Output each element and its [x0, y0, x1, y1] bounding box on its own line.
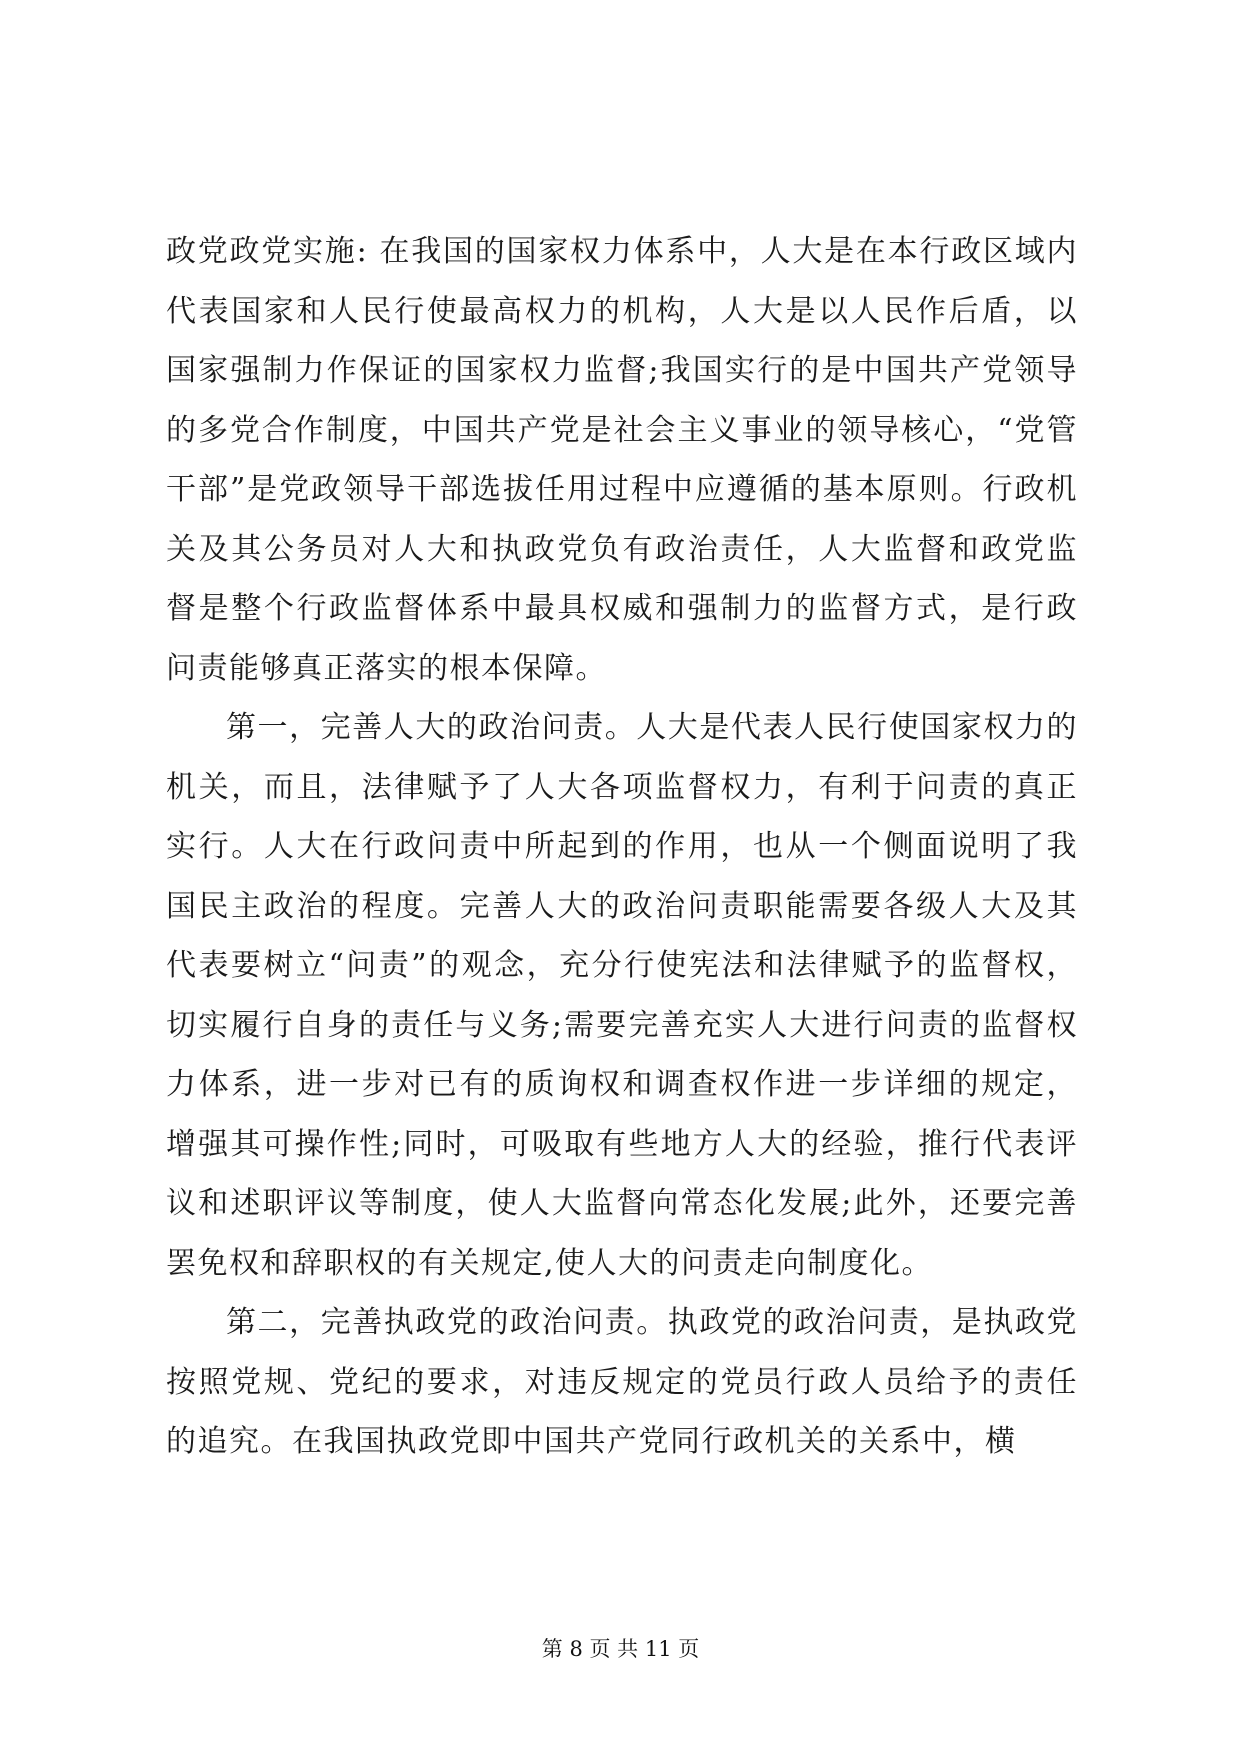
paragraph-3: 第二，完善执政党的政治问责。执政党的政治问责，是执政党按照党规、党纪的要求，对违反规定的党员行政人员给予的责任的追究。在我国执政党即中国共产党同行政机关的关系中，横 [166, 1305, 1078, 1459]
page-number-label: 第 8 页 共 11 页 [541, 1637, 700, 1661]
page-footer [0, 1636, 1241, 1662]
paragraph-2: 第一，完善人大的政治问责。人大是代表人民行使国家权力的机关，而且，法律赋予了人大各项监督权力，有利于问责的真正实行。人大在行政问责中所起到的作用，也从一个侧面说明了我国民主政治的程度。完善人大的政治问责职能需要各级人大及其代表要树立“问责”的观念，充分行使宪法和法律赋予的监督权，切实履行自身的责任与义务;需要完善充实人大进行问责的监督权力体系，进一步对已有的质询权和调查权作进一步详细的规定，增强其可操作性;同时，可吸取有些地方人大的经验，推行代表评议和述职评议等制度，使人大监督向常态化发展;此外，还要完善罢免权和辞职权的有关规定,使人大的问责走向制度化。 [166, 710, 1078, 1281]
paragraph-1: 政党政党实施: 在我国的国家权力体系中，人大是在本行政区域内代表国家和人民行使最高权力的机构，人大是以人民作后盾，以国家强制力作保证的国家权力监督;我国实行的是中国共产党领导的多党合作制度，中国共产党是社会主义事业的领导核心，“党管干部”是党政领导干部选拔任用过程中应遵循的基本原则。行政机关及其公务员对人大和执政党负有政治责任，人大监督和政党监督是整个行政监督体系中最具权威和强制力的监督方式，是行政问责能够真正落实的根本保障。 [166, 234, 1078, 686]
document-body [166, 222, 1078, 1472]
